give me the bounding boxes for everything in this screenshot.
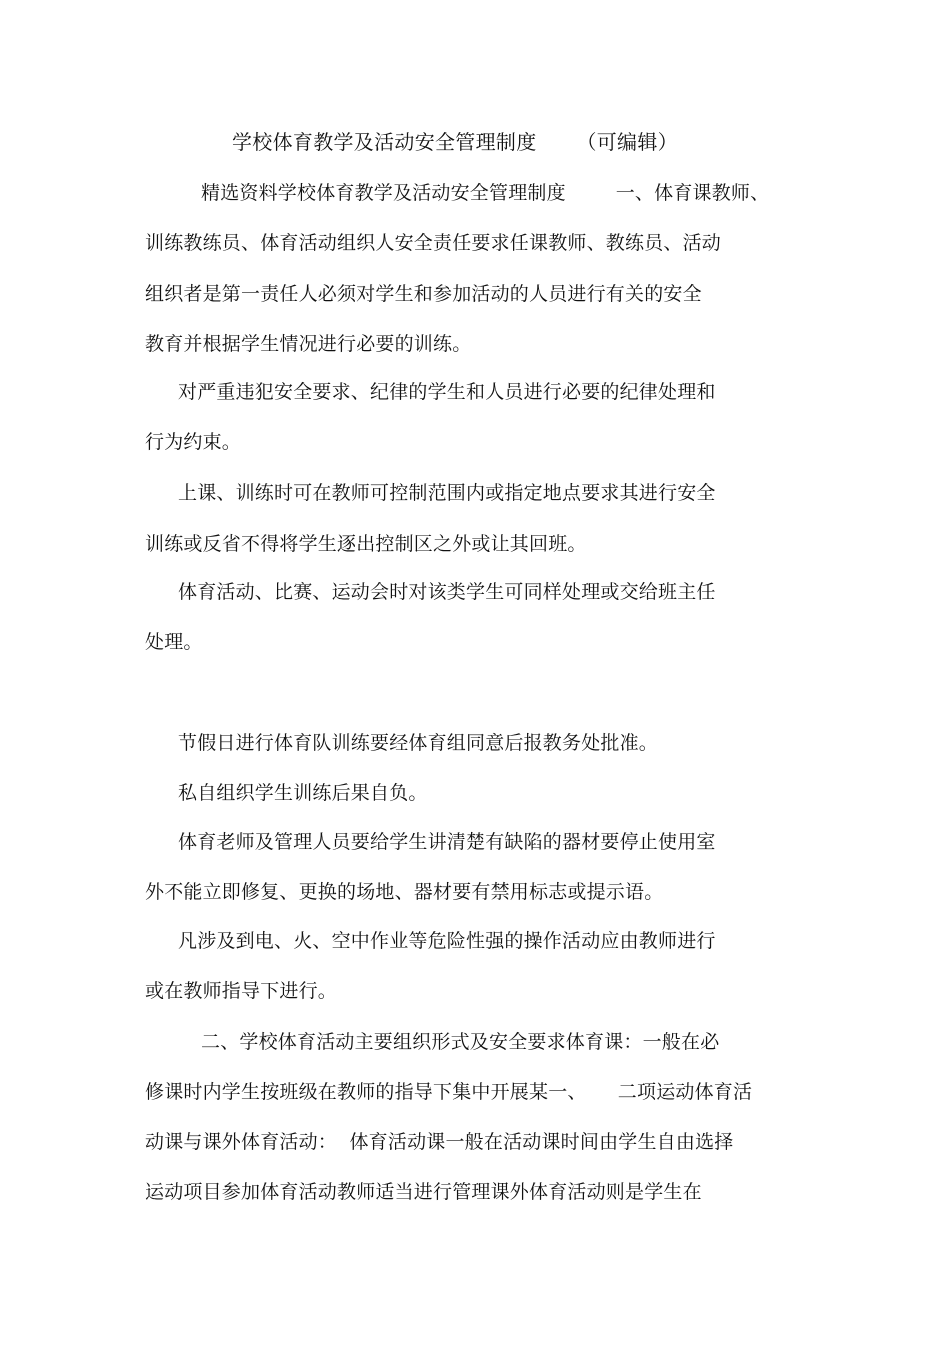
paragraph-line: 上课、训练时可在教师可控制范围内或指定地点要求其进行安全 (178, 482, 716, 504)
paragraph-line: 体育老师及管理人员要给学生讲清楚有缺陷的器材要停止使用室 (178, 831, 716, 853)
paragraph-line: 动课与课外体育活动： 体育活动课一般在活动课时间由学生自由选择 (145, 1131, 734, 1153)
paragraph-line: 精选资料学校体育教学及活动安全管理制度 一、体育课教师、 (201, 182, 770, 204)
paragraph-line: 凡涉及到电、火、空中作业等危险性强的操作活动应由教师进行 (178, 930, 716, 952)
paragraph-line: 处理。 (145, 631, 203, 653)
paragraph-line: 教育并根据学生情况进行必要的训练。 (145, 333, 472, 355)
document-title: 学校体育教学及活动安全管理制度 （可编辑） (232, 130, 678, 154)
paragraph-line: 行为约束。 (145, 431, 242, 453)
paragraph-line: 节假日进行体育队训练要经体育组同意后报教务处批准。 (178, 732, 659, 754)
paragraph-line: 运动项目参加体育活动教师适当进行管理课外体育活动则是学生在 (145, 1181, 702, 1203)
paragraph-line: 组织者是第一责任人必须对学生和参加活动的人员进行有关的安全 (145, 283, 702, 305)
paragraph-line: 或在教师指导下进行。 (145, 980, 338, 1002)
paragraph-line: 对严重违犯安全要求、纪律的学生和人员进行必要的纪律处理和 (178, 381, 716, 403)
paragraph-line: 修课时内学生按班级在教师的指导下集中开展某一、 二项运动体育活 (145, 1081, 753, 1103)
paragraph-line: 训练或反省不得将学生逐出控制区之外或让其回班。 (145, 533, 587, 555)
paragraph-line: 私自组织学生训练后果自负。 (178, 782, 428, 804)
paragraph-line: 体育活动、比赛、运动会时对该类学生可同样处理或交给班主任 (178, 581, 716, 603)
paragraph-line: 训练教练员、体育活动组织人安全责任要求任课教师、教练员、活动 (145, 232, 722, 254)
paragraph-line: 二、学校体育活动主要组织形式及安全要求体育课：一般在必 (201, 1031, 720, 1053)
paragraph-line: 外不能立即修复、更换的场地、器材要有禁用标志或提示语。 (145, 881, 664, 903)
